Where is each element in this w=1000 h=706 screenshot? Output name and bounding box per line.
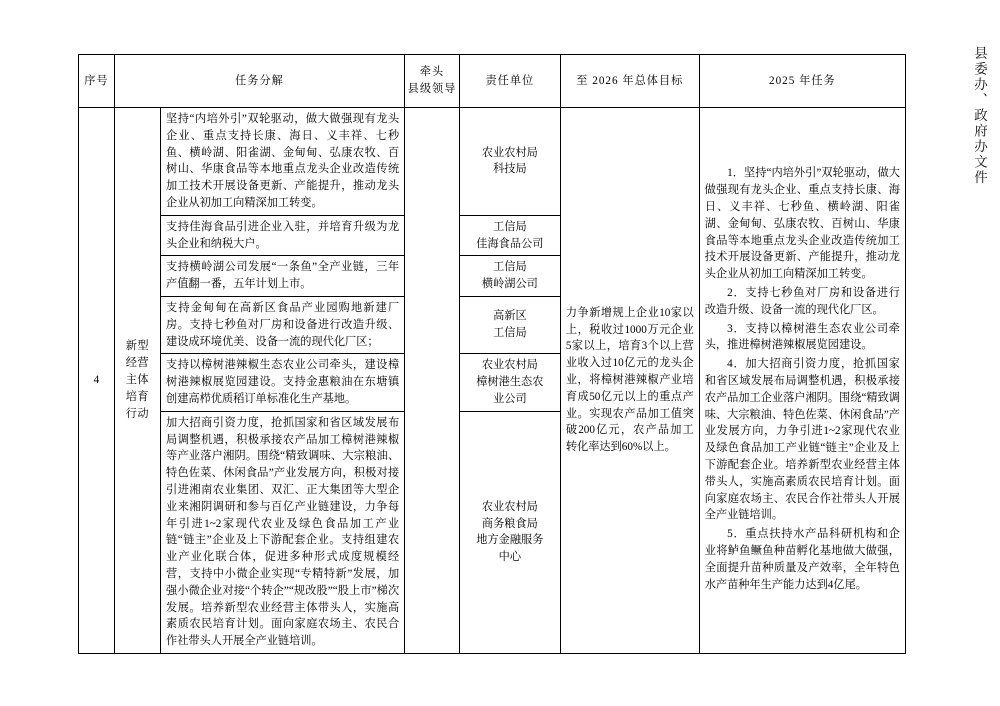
tasks-2025-cell — [699, 108, 905, 654]
task-2025-item-1: 1．坚持“内培外引”双轮驱动，做大做强现有龙头企业、重点支持长康、海日、义丰祥、七秒鱼、横岭湖、阳雀湖、金甸甸、弘康农牧、百树山、华康食品等本地重点龙头企业改造传统加工技术开展设备更新、产能提升，推动龙头企业从初加工向精深加工转变。 — [704, 167, 900, 281]
task-item-3: 支持横岭湖公司发展“一条鱼”全产业链，三年产值翻一番，五年计划上市。 — [161, 256, 405, 297]
row-sequence-number: 4 — [79, 108, 115, 654]
responsible-unit-2: 工信局 佳海食品公司 — [459, 215, 560, 256]
table-header-row — [79, 55, 906, 108]
header-responsible: 责任单位 — [459, 55, 560, 108]
task-item-4: 支持金甸甸在高新区食品产业园购地新建厂房。支持七秒鱼对厂房和设备进行改造升级、建设成环境优美、设备一流的现代化厂区； — [161, 296, 405, 353]
goal-2026-cell: 力争新增规上企业10家以上，税收过1000万元企业5家以上，培育3个以上营业收入过10亿元的龙头企业，将樟树港辣椒产业培育成50亿元以上的重点产业。实现农产品加工值突破200亿元，农产品加工转化率达到60%以上。 — [560, 108, 699, 654]
responsible-unit-6: 农业农村局 商务粮食局 地方金融服务 中心 — [459, 411, 560, 653]
row-category-label — [114, 108, 160, 654]
lead-leader-cell — [405, 108, 460, 654]
header-goal: 至 2026 年总体目标 — [560, 55, 699, 108]
task-item-6: 加大招商引资力度，抢抓国家和省区域发展布局调整机遇，积极承接农产品加工樟树港辣椒等产业落户湘阴。围绕“精致调味、大宗粮油、特色佐菜、休闲食品”产业发展方向，积极对接引进湘南农业集团、双汇、正大集团等大型企业来湘阴调研和参与百亿产业链建设，力争每年引进1~2家现代农业及绿色食品加工产业链“链主”企业及上下游配套企业。支持组建农业产业化联合体，促进多种形式成度规模经营，支持中小微企业实现“专精特新”发展，加强小微企业对接“个转企”“规改股”“股上市”梯次发展。培养新型农业经营主体带头人，实施高素质农民培育计划。面向家庭农场主、农民合作社带头人开展全产业链培训。 — [161, 411, 405, 653]
responsible-unit-1: 农业农村局 科技局 — [459, 108, 560, 216]
task-2025-item-3: 3．支持以樟树港生态农业公司牵头，推进樟树港辣椒展览园建设。 — [704, 322, 900, 352]
responsible-unit-5: 农业农村局 樟树港生态农 业公司 — [459, 354, 560, 411]
header-lead: 牵头 县级领导 — [405, 55, 460, 108]
header-task: 任务分解 — [114, 55, 404, 108]
task-2025-item-4: 4．加大招商引资力度，抢抓国家和省区域发展布局调整机遇，积极承接农产品加工企业落户湘阴。围绕“精致调味、大宗粮油、特色佐菜、休闲食品”产业发展方向，力争引进1~2家现代农业及绿色食品加工产业链“链主”企业及上下游配套企业。培养新型农业经营主体带头人，实施高素质农民培育计划。面向家庭农场主、农民合作社带头人开展全产业链培训。 — [704, 358, 900, 522]
header-seq: 序号 — [79, 55, 115, 108]
category-text: 新型 经营 主体 培育 行动 — [125, 340, 150, 420]
task-2025-item-5: 5．重点扶持水产品科研机构和企业将鲈鱼鳜鱼种苗孵化基地做大做强，全面提升苗种质量及产效率，全年特色水产苗种年生产能力达到4亿尾。 — [704, 528, 900, 591]
task-decomposition-table — [78, 54, 906, 654]
table-row — [79, 108, 906, 216]
task-item-1: 坚持“内培外引”双轮驱动，做大做强现有龙头企业、重点支持长康、海日、义丰祥、七秒鱼、横岭湖、阳雀湖、金甸甸、弘康农牧、百树山、华康食品等本地重点龙头企业改造传统加工技术开展设备更新、产能提升，推动龙头企业从初加工向精深加工转变。 — [161, 108, 405, 216]
task-item-5: 支持以樟树港辣椒生态农业公司牵头，建设樟树港辣椒展览园建设。支持金惠粮油在东塘镇创建高栉优质稻订单标准化生产基地。 — [161, 354, 405, 411]
responsible-unit-3: 工信局 横岭湖公司 — [459, 256, 560, 297]
task-2025-item-2: 2．支持七秒鱼对厂房和设备进行改造升级、设备一流的现代化厂区。 — [704, 287, 900, 316]
responsible-unit-4: 高新区 工信局 — [459, 296, 560, 353]
task-item-2: 支持佳海食品引进企业入驻，并培育升级为龙头企业和纳税大户。 — [161, 215, 405, 256]
header-2025: 2025 年任务 — [699, 55, 905, 108]
side-margin-note: 县委办、政府办文件 — [972, 46, 987, 186]
